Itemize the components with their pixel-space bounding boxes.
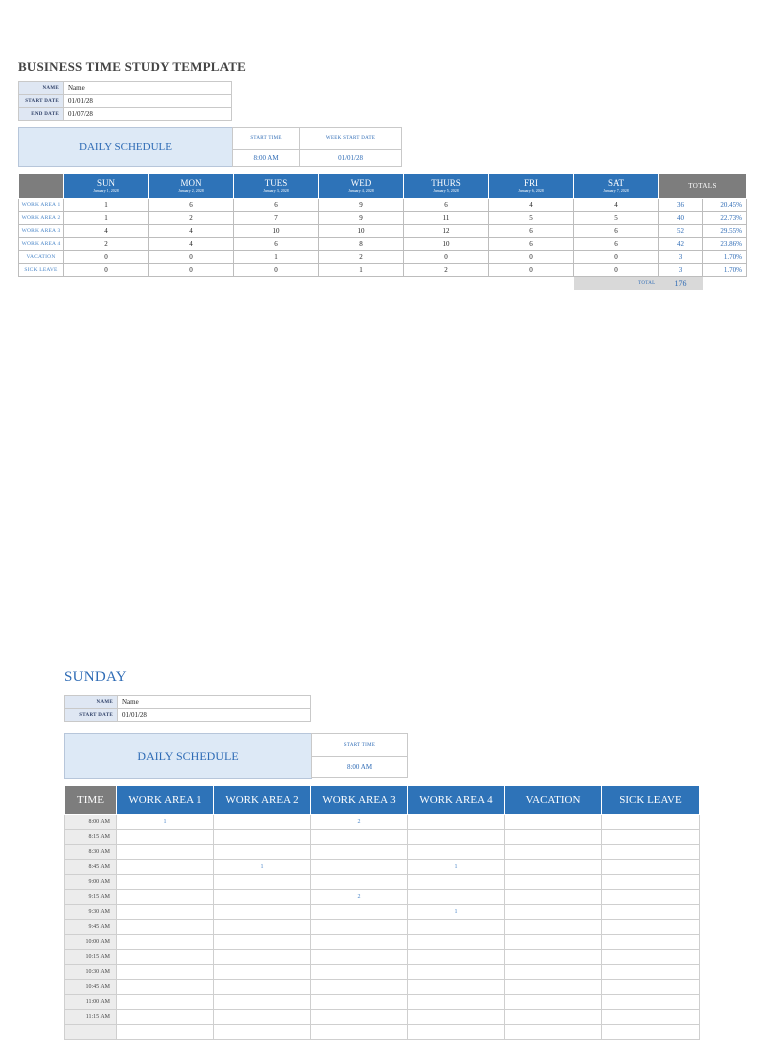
- hours-cell[interactable]: 1: [64, 212, 149, 225]
- hours-cell[interactable]: 4: [489, 199, 574, 212]
- sunday-start-date-label: START DATE: [65, 709, 118, 722]
- col-header-work-area-3: WORK AREA 3: [311, 786, 408, 815]
- schedule-cell[interactable]: [505, 995, 602, 1010]
- time-cell: 10:30 AM: [65, 965, 117, 980]
- schedule-cell[interactable]: [505, 1010, 602, 1025]
- schedule-meta-table: [232, 127, 402, 167]
- sunday-start-time-field[interactable]: 8:00 AM: [312, 757, 408, 778]
- schedule-cell[interactable]: [311, 845, 408, 860]
- hours-cell[interactable]: 6: [149, 199, 234, 212]
- schedule-cell[interactable]: [214, 1025, 311, 1040]
- schedule-cell[interactable]: [602, 860, 700, 875]
- weekly-row: [19, 264, 747, 277]
- row-total: 36: [659, 199, 703, 212]
- schedule-cell[interactable]: [214, 875, 311, 890]
- schedule-cell[interactable]: [505, 830, 602, 845]
- start-date-label: START DATE: [19, 95, 64, 108]
- row-label: WORK AREA 1: [19, 199, 64, 212]
- hours-cell[interactable]: 6: [404, 199, 489, 212]
- row-label: VACATION: [19, 251, 64, 264]
- schedule-cell[interactable]: [408, 1010, 505, 1025]
- schedule-cell[interactable]: [602, 995, 700, 1010]
- schedule-cell[interactable]: [214, 890, 311, 905]
- schedule-cell[interactable]: [117, 1025, 214, 1040]
- schedule-row: [65, 980, 700, 995]
- hours-cell[interactable]: 6: [489, 238, 574, 251]
- day-header-tues: TUES January 3, 2028: [234, 174, 319, 199]
- corner-cell: [19, 174, 64, 199]
- schedule-cell[interactable]: [505, 935, 602, 950]
- day-header-mon: MON January 2, 2028: [149, 174, 234, 199]
- sunday-start-time-label: START TIME: [312, 734, 408, 757]
- time-cell: 11:15 AM: [65, 1010, 117, 1025]
- row-total: 52: [659, 225, 703, 238]
- schedule-cell[interactable]: [408, 950, 505, 965]
- hours-cell[interactable]: 10: [234, 225, 319, 238]
- schedule-cell[interactable]: 1: [214, 860, 311, 875]
- hours-cell[interactable]: 2: [149, 212, 234, 225]
- schedule-cell[interactable]: [602, 905, 700, 920]
- weekly-row: [19, 225, 747, 238]
- row-percent: 22.73%: [703, 212, 747, 225]
- row-percent: 1.70%: [703, 264, 747, 277]
- schedule-cell[interactable]: [602, 965, 700, 980]
- schedule-cell[interactable]: 1: [117, 815, 214, 830]
- hours-cell[interactable]: 9: [319, 212, 404, 225]
- col-header-work-area-2: WORK AREA 2: [214, 786, 311, 815]
- day-header-wed: WED January 4, 2028: [319, 174, 404, 199]
- hours-cell[interactable]: 0: [234, 264, 319, 277]
- hours-cell[interactable]: 10: [404, 238, 489, 251]
- schedule-cell[interactable]: [505, 950, 602, 965]
- row-percent: 20.45%: [703, 199, 747, 212]
- row-label: WORK AREA 3: [19, 225, 64, 238]
- schedule-cell[interactable]: [602, 845, 700, 860]
- row-label: SICK LEAVE: [19, 264, 64, 277]
- schedule-cell[interactable]: [505, 920, 602, 935]
- day-header-sun: SUN January 1, 2028: [64, 174, 149, 199]
- schedule-cell[interactable]: [602, 890, 700, 905]
- schedule-row: [65, 995, 700, 1010]
- schedule-row: [65, 815, 700, 830]
- schedule-cell[interactable]: [117, 845, 214, 860]
- hours-cell[interactable]: 6: [489, 225, 574, 238]
- schedule-cell[interactable]: [214, 920, 311, 935]
- hours-cell[interactable]: 4: [574, 199, 659, 212]
- schedule-cell[interactable]: [117, 935, 214, 950]
- row-percent: 1.70%: [703, 251, 747, 264]
- time-cell: 9:00 AM: [65, 875, 117, 890]
- schedule-cell[interactable]: [214, 980, 311, 995]
- schedule-cell[interactable]: [505, 1025, 602, 1040]
- schedule-cell[interactable]: 1: [408, 905, 505, 920]
- schedule-cell[interactable]: [117, 875, 214, 890]
- schedule-cell[interactable]: [408, 980, 505, 995]
- hours-cell[interactable]: 10: [319, 225, 404, 238]
- hours-cell[interactable]: 1: [319, 264, 404, 277]
- hours-cell[interactable]: 0: [149, 264, 234, 277]
- schedule-cell[interactable]: [311, 875, 408, 890]
- hours-cell[interactable]: 0: [149, 251, 234, 264]
- row-total: 3: [659, 251, 703, 264]
- schedule-cell[interactable]: [505, 860, 602, 875]
- schedule-cell[interactable]: [214, 830, 311, 845]
- schedule-cell[interactable]: [602, 980, 700, 995]
- time-cell: 8:00 AM: [65, 815, 117, 830]
- schedule-cell[interactable]: [408, 995, 505, 1010]
- weekly-header-row: [19, 174, 747, 199]
- schedule-cell[interactable]: [602, 815, 700, 830]
- schedule-cell[interactable]: [311, 905, 408, 920]
- schedule-row: [65, 875, 700, 890]
- schedule-cell[interactable]: [311, 935, 408, 950]
- sunday-name-field[interactable]: Name: [118, 696, 311, 709]
- time-cell: [65, 1025, 117, 1040]
- schedule-cell[interactable]: [117, 905, 214, 920]
- schedule-row: [65, 860, 700, 875]
- time-cell: 10:00 AM: [65, 935, 117, 950]
- day-title-sunday: SUNDAY: [64, 669, 127, 685]
- daily-schedule-banner: DAILY SCHEDULE: [18, 127, 233, 167]
- schedule-cell[interactable]: [214, 950, 311, 965]
- schedule-cell[interactable]: [214, 815, 311, 830]
- row-label: WORK AREA 4: [19, 238, 64, 251]
- hours-cell[interactable]: 1: [64, 199, 149, 212]
- col-header-sick-leave: SICK LEAVE: [602, 786, 700, 815]
- time-cell: 8:30 AM: [65, 845, 117, 860]
- day-header-thurs: THURS January 5, 2028: [404, 174, 489, 199]
- schedule-cell[interactable]: [408, 920, 505, 935]
- weekly-row: [19, 238, 747, 251]
- hours-cell[interactable]: 1: [234, 251, 319, 264]
- page-title: BUSINESS TIME STUDY TEMPLATE: [18, 59, 246, 74]
- schedule-cell[interactable]: [311, 830, 408, 845]
- schedule-cell[interactable]: [408, 845, 505, 860]
- schedule-cell[interactable]: [408, 965, 505, 980]
- sunday-start-date-field[interactable]: 01/01/28: [118, 709, 311, 722]
- weekly-summary-table: [18, 173, 747, 290]
- schedule-cell[interactable]: [505, 890, 602, 905]
- schedule-cell[interactable]: [311, 1010, 408, 1025]
- schedule-cell[interactable]: [602, 920, 700, 935]
- schedule-cell[interactable]: [214, 845, 311, 860]
- schedule-row: [65, 935, 700, 950]
- name-label: NAME: [19, 82, 64, 95]
- hours-cell[interactable]: 9: [319, 199, 404, 212]
- time-cell: 11:00 AM: [65, 995, 117, 1010]
- schedule-cell[interactable]: [602, 1010, 700, 1025]
- schedule-cell[interactable]: 2: [311, 815, 408, 830]
- schedule-row: [65, 920, 700, 935]
- schedule-cell[interactable]: [505, 845, 602, 860]
- col-header-vacation: VACATION: [505, 786, 602, 815]
- hours-cell[interactable]: 2: [404, 264, 489, 277]
- schedule-cell[interactable]: [602, 950, 700, 965]
- schedule-cell[interactable]: [505, 965, 602, 980]
- row-label: WORK AREA 2: [19, 212, 64, 225]
- sunday-info-table: [64, 695, 311, 722]
- hours-cell[interactable]: 4: [64, 225, 149, 238]
- time-cell: 10:45 AM: [65, 980, 117, 995]
- time-cell: 9:45 AM: [65, 920, 117, 935]
- start-time-field[interactable]: 8:00 AM: [233, 150, 300, 167]
- schedule-cell[interactable]: [117, 860, 214, 875]
- row-total: 3: [659, 264, 703, 277]
- sunday-daily-schedule-banner: DAILY SCHEDULE: [64, 733, 312, 779]
- name-field[interactable]: Name: [64, 82, 232, 95]
- hours-cell[interactable]: 2: [319, 251, 404, 264]
- schedule-cell[interactable]: [311, 980, 408, 995]
- time-cell: 9:15 AM: [65, 890, 117, 905]
- schedule-row: [65, 830, 700, 845]
- schedule-cell[interactable]: [214, 995, 311, 1010]
- schedule-cell[interactable]: [505, 875, 602, 890]
- schedule-row: [65, 845, 700, 860]
- hours-cell[interactable]: 8: [319, 238, 404, 251]
- totals-header: TOTALS: [659, 174, 747, 199]
- col-header-work-area-1: WORK AREA 1: [117, 786, 214, 815]
- schedule-cell[interactable]: [505, 905, 602, 920]
- schedule-cell[interactable]: [311, 995, 408, 1010]
- schedule-cell[interactable]: [602, 935, 700, 950]
- day-header-sat: SAT January 7, 2028: [574, 174, 659, 199]
- schedule-cell[interactable]: [408, 1025, 505, 1040]
- schedule-cell[interactable]: [505, 815, 602, 830]
- schedule-cell[interactable]: [602, 830, 700, 845]
- schedule-cell[interactable]: [602, 875, 700, 890]
- schedule-cell[interactable]: [311, 950, 408, 965]
- week-start-label: WEEK START DATE: [300, 128, 402, 150]
- hours-cell[interactable]: 0: [404, 251, 489, 264]
- row-total: 42: [659, 238, 703, 251]
- schedule-cell[interactable]: [311, 920, 408, 935]
- hours-cell[interactable]: 5: [574, 212, 659, 225]
- schedule-cell[interactable]: [408, 890, 505, 905]
- col-header-time: TIME: [65, 786, 117, 815]
- sunday-name-label: NAME: [65, 696, 118, 709]
- schedule-cell[interactable]: [117, 965, 214, 980]
- schedule-row: [65, 890, 700, 905]
- schedule-cell[interactable]: [117, 890, 214, 905]
- hours-cell[interactable]: 0: [489, 264, 574, 277]
- schedule-row: [65, 1010, 700, 1025]
- hours-cell[interactable]: 6: [234, 199, 319, 212]
- schedule-cell[interactable]: [311, 1025, 408, 1040]
- sunday-header-row: [65, 786, 700, 815]
- end-date-field[interactable]: 01/07/28: [64, 108, 232, 121]
- hours-cell[interactable]: 0: [64, 251, 149, 264]
- schedule-cell[interactable]: [408, 830, 505, 845]
- hours-cell[interactable]: 0: [489, 251, 574, 264]
- schedule-cell[interactable]: [408, 875, 505, 890]
- week-start-field[interactable]: 01/01/28: [300, 150, 402, 167]
- sunday-schedule-table: [64, 785, 700, 1040]
- schedule-cell[interactable]: [117, 995, 214, 1010]
- row-percent: 29.55%: [703, 225, 747, 238]
- schedule-cell[interactable]: [408, 935, 505, 950]
- hours-cell[interactable]: 0: [574, 264, 659, 277]
- time-cell: 9:30 AM: [65, 905, 117, 920]
- schedule-row: [65, 965, 700, 980]
- schedule-cell[interactable]: [311, 860, 408, 875]
- schedule-cell[interactable]: [117, 920, 214, 935]
- schedule-cell[interactable]: [214, 965, 311, 980]
- start-time-label: START TIME: [233, 128, 300, 150]
- employee-info-table: [18, 81, 232, 121]
- hours-cell[interactable]: 7: [234, 212, 319, 225]
- time-cell: 8:45 AM: [65, 860, 117, 875]
- schedule-cell[interactable]: [117, 1010, 214, 1025]
- grand-total-label: TOTAL: [574, 277, 659, 291]
- schedule-cell[interactable]: [408, 815, 505, 830]
- weekly-row: [19, 251, 747, 264]
- hours-cell[interactable]: 2: [64, 238, 149, 251]
- hours-cell[interactable]: 11: [404, 212, 489, 225]
- end-date-label: END DATE: [19, 108, 64, 121]
- schedule-cell[interactable]: [505, 980, 602, 995]
- schedule-row: [65, 905, 700, 920]
- time-cell: 10:15 AM: [65, 950, 117, 965]
- day-header-fri: FRI January 6, 2028: [489, 174, 574, 199]
- weekly-row: [19, 199, 747, 212]
- hours-cell[interactable]: 0: [64, 264, 149, 277]
- hours-cell[interactable]: 6: [234, 238, 319, 251]
- schedule-row: [65, 1025, 700, 1040]
- grand-total-row: [19, 277, 747, 291]
- hours-cell[interactable]: 6: [574, 225, 659, 238]
- schedule-cell[interactable]: [117, 980, 214, 995]
- grand-total-value: 176: [659, 277, 703, 291]
- hours-cell[interactable]: 5: [489, 212, 574, 225]
- time-cell: 8:15 AM: [65, 830, 117, 845]
- schedule-cell[interactable]: [602, 1025, 700, 1040]
- schedule-cell[interactable]: [214, 1010, 311, 1025]
- start-date-field[interactable]: 01/01/28: [64, 95, 232, 108]
- schedule-cell[interactable]: 1: [408, 860, 505, 875]
- schedule-cell[interactable]: [117, 830, 214, 845]
- schedule-cell[interactable]: [117, 950, 214, 965]
- schedule-cell[interactable]: [214, 935, 311, 950]
- hours-cell[interactable]: 12: [404, 225, 489, 238]
- row-total: 40: [659, 212, 703, 225]
- col-header-work-area-4: WORK AREA 4: [408, 786, 505, 815]
- hours-cell[interactable]: 4: [149, 225, 234, 238]
- hours-cell[interactable]: 0: [574, 251, 659, 264]
- row-percent: 23.86%: [703, 238, 747, 251]
- schedule-cell[interactable]: 2: [311, 890, 408, 905]
- schedule-cell[interactable]: [311, 965, 408, 980]
- schedule-cell[interactable]: [214, 905, 311, 920]
- hours-cell[interactable]: 6: [574, 238, 659, 251]
- hours-cell[interactable]: 4: [149, 238, 234, 251]
- schedule-row: [65, 950, 700, 965]
- weekly-row: [19, 212, 747, 225]
- sunday-start-time-table: [311, 733, 408, 778]
